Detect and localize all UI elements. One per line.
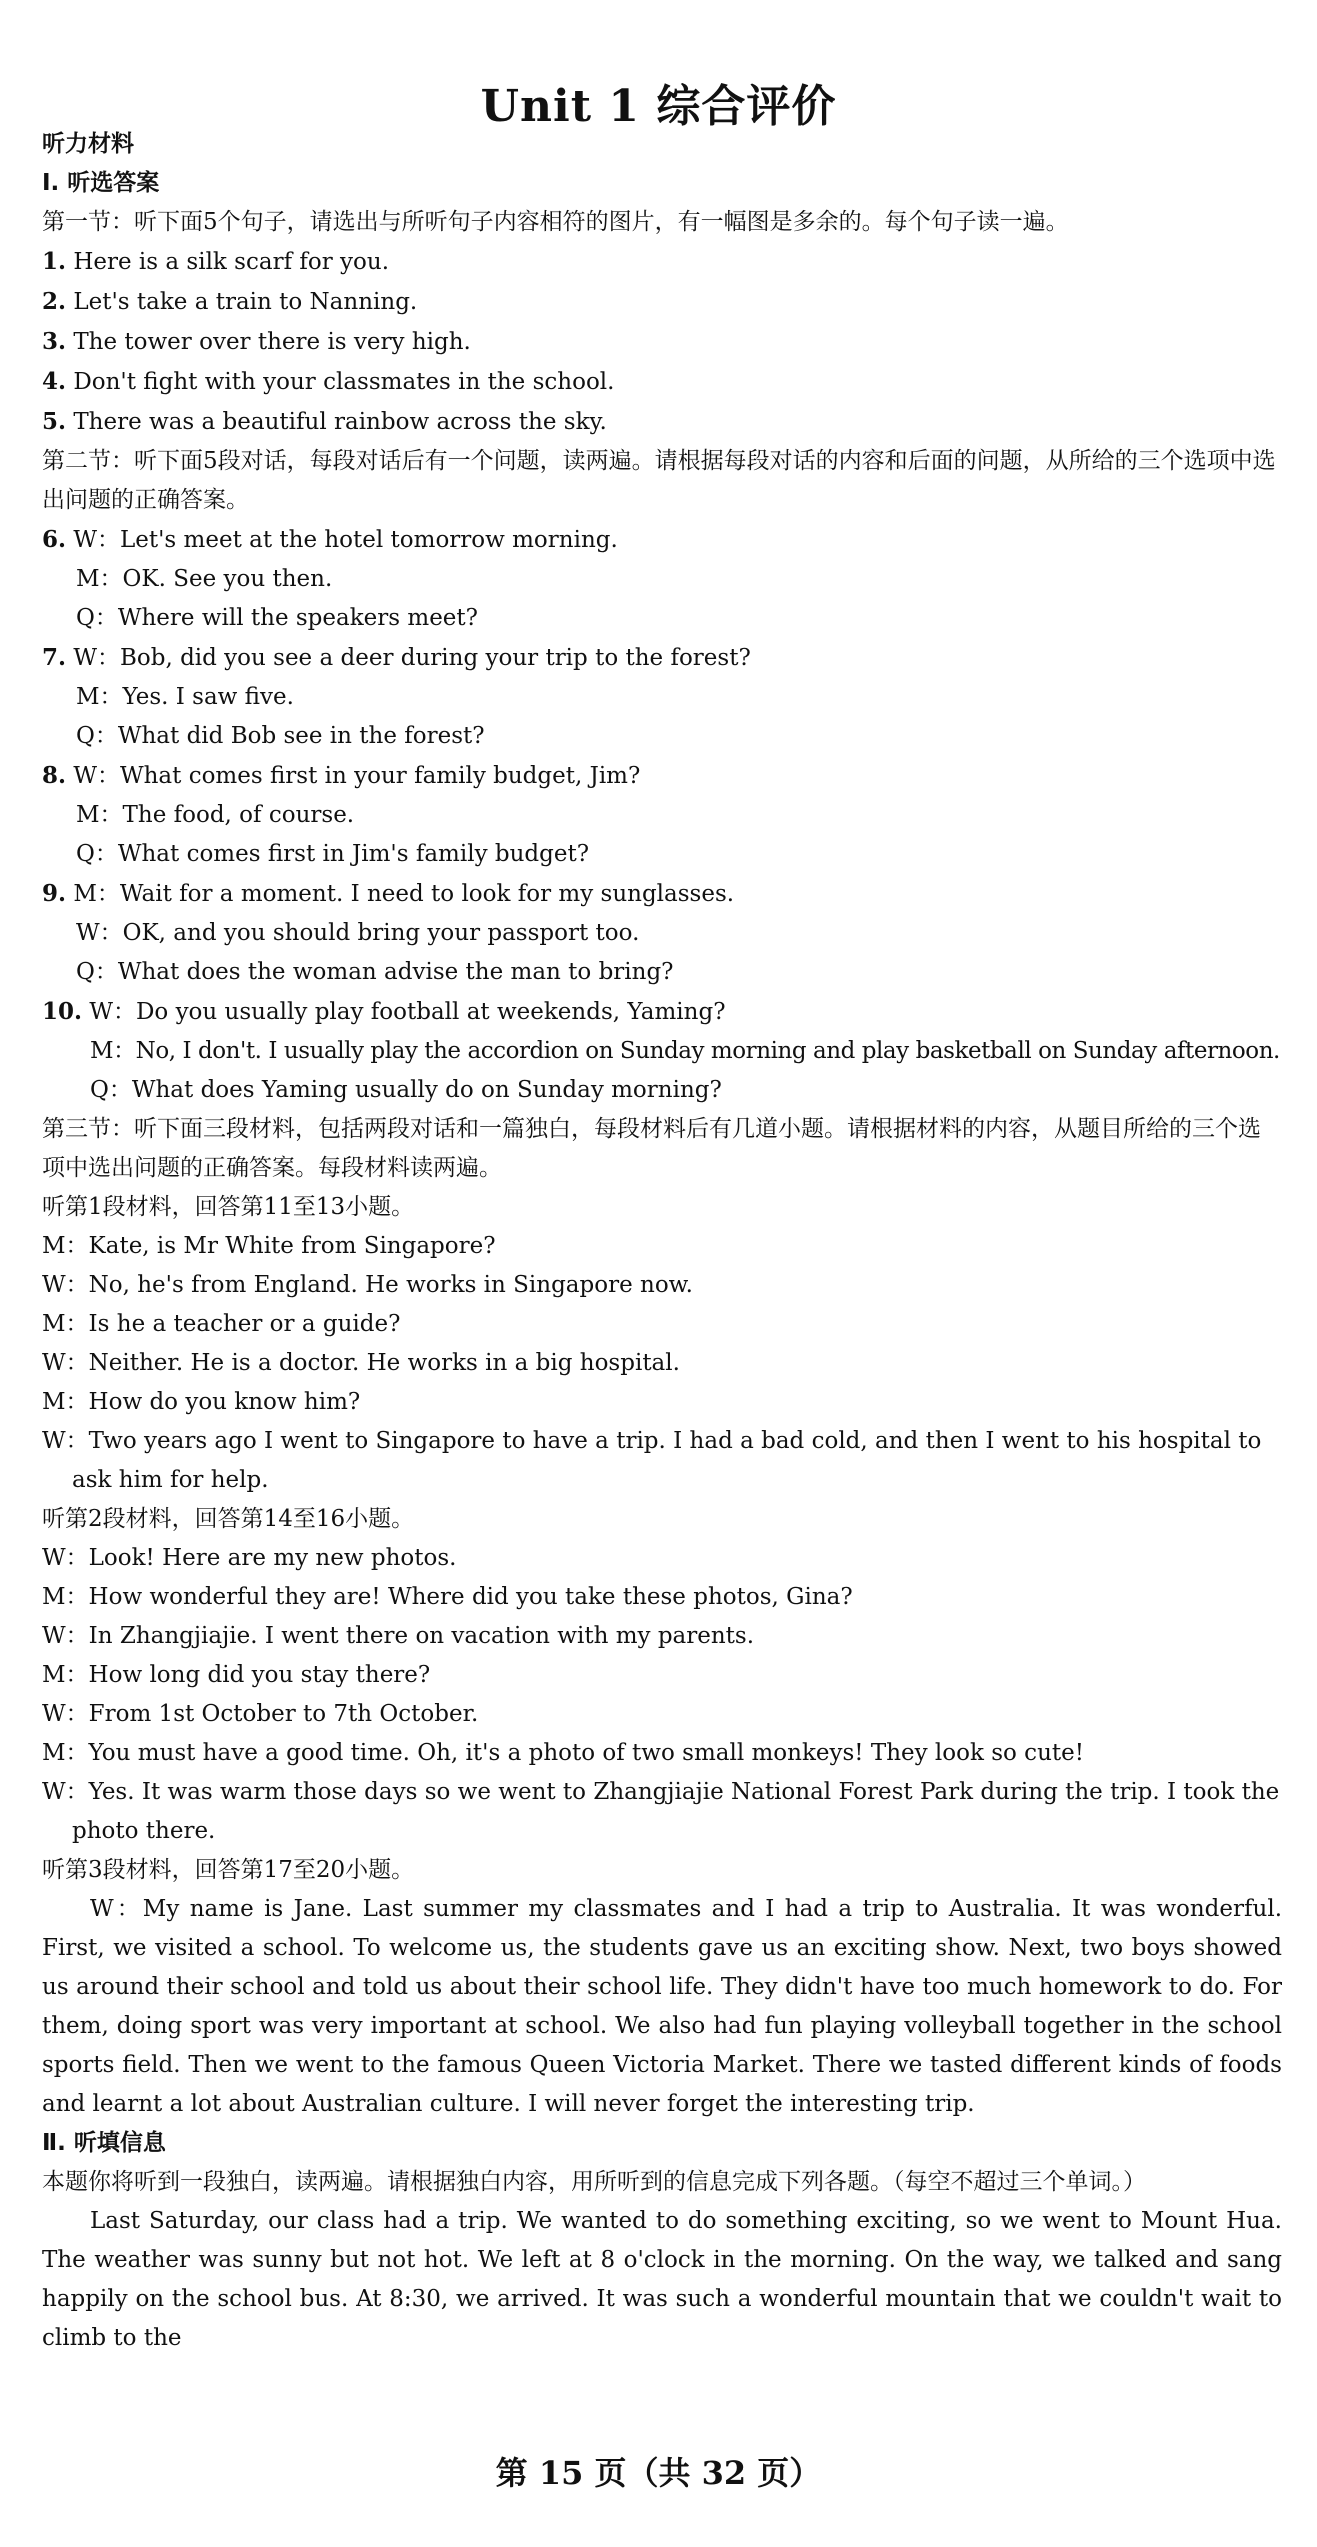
list-item (42, 402, 1282, 442)
part2-heading: Ⅱ. 听填信息 (42, 2130, 166, 2156)
section-heading: 听力材料 (42, 131, 134, 157)
dialog-line: W：From 1st October to 7th October. (42, 1701, 479, 1727)
part1-section3-instructions: 第三节：听下面三段材料，包括两段对话和一篇独白，每段材料后有几道小题。请根据材料的内容，从题目所给的三个选项中选出问题的正确答案。每段材料读两遍。 (42, 1116, 1261, 1181)
dialog-line: W：Look! Here are my new photos. (42, 1545, 457, 1571)
dialog-line: W：Let's meet at the hotel tomorrow morning. (73, 527, 618, 553)
dialog-line: M：You must have a good time. Oh, it's a photo of two small monkeys! They look so cute! (42, 1740, 1084, 1766)
item-number: 1. (42, 248, 67, 275)
item-number: 10. (42, 998, 83, 1025)
dialog-line: W：Neither. He is a doctor. He works in a big hospital. (42, 1350, 680, 1376)
material-1-heading: 听第1段材料，回答第11至13小题。 (42, 1194, 415, 1220)
material-2-heading: 听第2段材料，回答第14至16小题。 (42, 1506, 415, 1532)
dialog-line: W：Yes. It was warm those days so we went to Zhangjiajie National Forest Park during the trip. I took the photo there. (42, 1779, 1280, 1844)
dialog-question: Q：What does the woman advise the man to bring? (76, 959, 674, 985)
dialog-line: M：No, I don't. I usually play the accordion on Sunday morning and play basketball on Sunday afternoon. (90, 1038, 1280, 1064)
dialog-9 (42, 874, 1282, 992)
item-number: 7. (42, 644, 67, 671)
part1-section2-instructions: 第二节：听下面5段对话，每段对话后有一个问题，读两遍。请根据每段对话的内容和后面的问题，从所给的三个选项中选出问题的正确答案。 (42, 448, 1276, 513)
material-3-heading: 听第3段材料，回答第17至20小题。 (42, 1857, 415, 1883)
list-item (42, 362, 1282, 402)
dialog-line: M：The food, of course. (76, 802, 355, 828)
item-text: The tower over there is very high. (73, 329, 471, 355)
listening-material (42, 125, 1282, 2358)
item-text: Here is a silk scarf for you. (73, 249, 390, 275)
item-text: Let's take a train to Nanning. (73, 289, 418, 315)
part1-section1-instructions: 第一节：听下面5个句子，请选出与所听句子内容相符的图片，有一幅图是多余的。每个句子读一遍。 (42, 209, 1069, 235)
dialog-line: W：Two years ago I went to Singapore to have a trip. I had a bad cold, and then I went to his hospital to ask him for help. (42, 1428, 1262, 1493)
dialog-question: Q：What did Bob see in the forest? (76, 723, 485, 749)
dialog-line: W：Do you usually play football at weekends, Yaming? (89, 999, 726, 1025)
dialog-line: M：OK. See you then. (76, 566, 333, 592)
dialog-line: W：No, he's from England. He works in Singapore now. (42, 1272, 693, 1298)
dialog-line: W：OK, and you should bring your passport too. (76, 920, 640, 946)
list-item (42, 282, 1282, 322)
dialog-line: W：What comes first in your family budget, Jim? (73, 763, 641, 789)
item-number: 2. (42, 288, 67, 315)
dialog-line: M：How do you know him? (42, 1389, 361, 1415)
part2-instructions: 本题你将听到一段独白，读两遍。请根据独白内容，用所听到的信息完成下列各题。（每空不超过三个单词。） (42, 2169, 1146, 2195)
part1-heading: Ⅰ. 听选答案 (42, 170, 160, 196)
dialog-question: Q：What comes first in Jim's family budget? (76, 841, 590, 867)
dialog-line: W：Bob, did you see a deer during your trip to the forest? (73, 645, 751, 671)
dialog-line: M：Wait for a moment. I need to look for my sunglasses. (73, 881, 735, 907)
item-number: 5. (42, 408, 67, 435)
item-text: Don't fight with your classmates in the school. (73, 369, 615, 395)
item-number: 6. (42, 526, 67, 553)
page-number: 第 15 页（共 32 页） (495, 2454, 822, 2492)
item-number: 3. (42, 328, 67, 355)
part2-text: Last Saturday, our class had a trip. We wanted to do something exciting, so we went to Mount Hua. The weather was sunny but not hot. We left at 8 o'clock in the morning. On the way, we talked and sang happily on the school bus. At 8:30, we arrived. It was such a wonderful mountain that we couldn't wait to climb to the (42, 2208, 1282, 2351)
dialog-line: M：Is he a teacher or a guide? (42, 1311, 401, 1337)
dialog-line: M：Kate, is Mr White from Singapore? (42, 1233, 496, 1259)
monologue-text: W：My name is Jane. Last summer my classmates and I had a trip to Australia. It was wonderful. First, we visited a school. To welcome us, the students gave us an exciting show. Next, two boys showed us around their school and told us about their school life. They didn't have too much homework to do. For them, doing sport was very important at school. We also had fun playing volleyball together in the school sports field. Then we went to the famous Queen Victoria Market. There we tasted different kinds of foods and learnt a lot about Australian culture. I will never forget the interesting trip. (42, 1896, 1282, 2117)
dialog-line: W：In Zhangjiajie. I went there on vacation with my parents. (42, 1623, 755, 1649)
item-text: There was a beautiful rainbow across the sky. (73, 409, 607, 435)
dialog-line: M：Yes. I saw five. (76, 684, 294, 710)
dialog-10 (42, 992, 1282, 1110)
page-title: Unit 1 综合评价 (480, 81, 837, 132)
item-number: 9. (42, 880, 67, 907)
dialog-question: Q：Where will the speakers meet? (76, 605, 478, 631)
item-number: 8. (42, 762, 67, 789)
dialog-8 (42, 756, 1282, 874)
list-item (42, 322, 1282, 362)
dialog-6 (42, 520, 1282, 638)
list-item (42, 242, 1282, 282)
item-number: 4. (42, 368, 67, 395)
dialog-7 (42, 638, 1282, 756)
dialog-line: M：How long did you stay there? (42, 1662, 431, 1688)
dialog-question: Q：What does Yaming usually do on Sunday morning? (90, 1077, 722, 1103)
dialog-line: M：How wonderful they are! Where did you take these photos, Gina? (42, 1584, 853, 1610)
